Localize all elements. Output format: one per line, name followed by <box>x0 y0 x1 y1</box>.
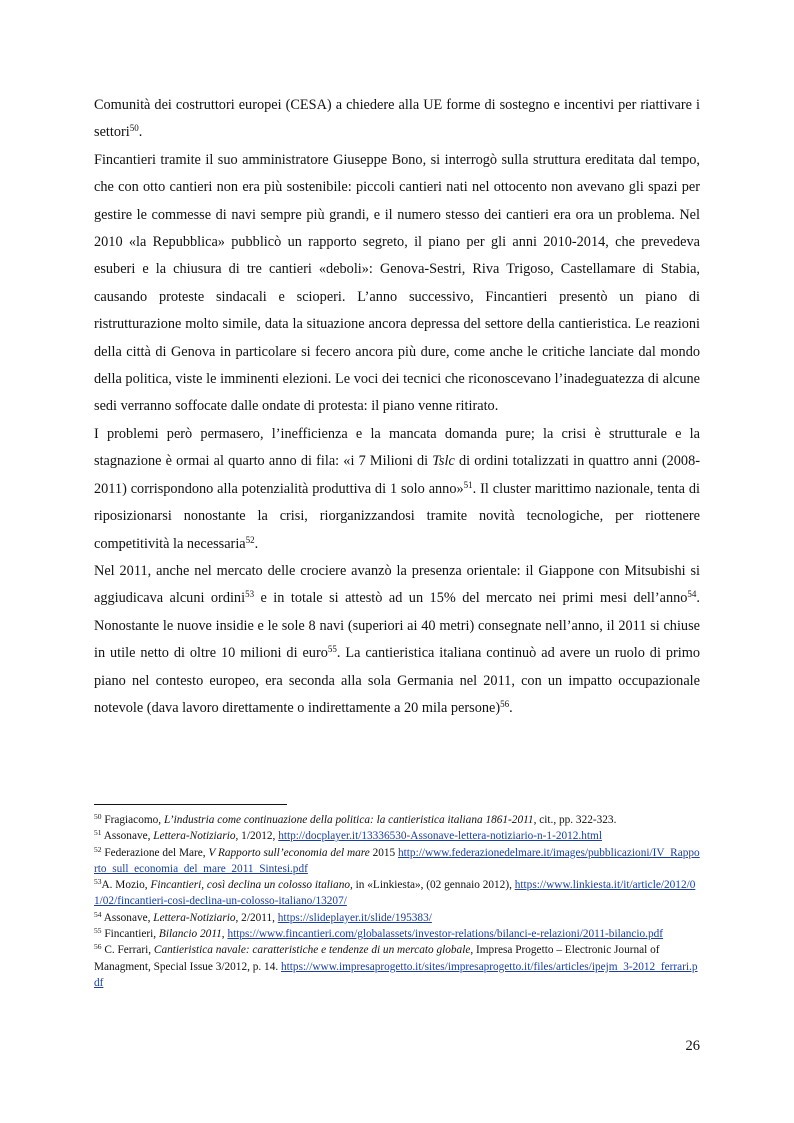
italic-text: Tslc <box>432 453 455 470</box>
footnote-marker: 52 <box>94 844 102 854</box>
text-run: . Nonostante le nuove insidie e le sole 8 navi (superiori ai 40 metri) consegnate nell’anno, il 2011 si chiuse in utile netto di oltre 10 milioni di euro <box>94 590 700 662</box>
text-run: Federazione del Mare, <box>101 846 209 859</box>
footnote <box>94 828 700 844</box>
footnote <box>94 877 700 910</box>
footnote <box>94 926 700 942</box>
italic-text: Fincantieri, così declina un colosso italiano, <box>150 879 353 892</box>
text-run: Fincantieri, <box>101 928 159 941</box>
footnote <box>94 910 700 926</box>
footnote-marker: 54 <box>687 589 697 600</box>
italic-text: Bilancio 2011 <box>158 928 222 941</box>
text-run: I problemi però permasero, l’inefficienza e la mancata domanda pure; la crisi è strutturale e la stagnazione è ormai al quarto anno di fila: «i 7 Milioni di <box>94 425 700 470</box>
reference-link[interactable]: https://www.impresaprogetto.it/sites/impresaprogetto.it/files/articles/ipejm_3-2012_ferrari.pdf <box>94 960 698 989</box>
text-run: . <box>138 124 143 141</box>
text-run: e in totale si attestò ad un 15% del mercato nei primi mesi dell’anno <box>254 590 688 607</box>
text-run: C. Ferrari, <box>101 944 154 957</box>
italic-text: L’industria come continuazione della politica: la cantieristica italiana 1861-2011 <box>163 814 534 826</box>
italic-text: Cantieristica navale: caratteristiche e tendenze di un mercato globale <box>153 944 471 957</box>
reference-link[interactable]: https://slideplayer.it/slide/195383/ <box>277 911 432 924</box>
text-run: Assonave, <box>101 911 154 924</box>
italic-text: Lettera-Notiziario <box>153 911 236 924</box>
reference-link[interactable]: https://www.fincantieri.com/globalassets/investor-relations/bilanci-e-relazioni/2011-bilancio.pdf <box>227 928 664 941</box>
text-run: , 1/2012, <box>235 830 279 843</box>
footnote-marker: 56 <box>94 942 102 952</box>
footnote-separator <box>94 804 287 805</box>
italic-text: Lettera-Notiziario <box>153 830 236 843</box>
text-run: , <box>221 928 228 941</box>
reference-link[interactable]: http://docplayer.it/13336530-Assonave-lettera-notiziario-n-1-2012.html <box>278 830 602 843</box>
footnote-marker: 50 <box>94 812 102 821</box>
text-run: Assonave, <box>101 830 154 843</box>
text-run: in «Linkiesta», (02 gennaio 2012), <box>352 879 515 892</box>
footnote <box>94 812 700 828</box>
text-run: Nel 2011, anche nel mercato delle crociere avanzò la presenza orientale: il Giappone con Mitsubishi si aggiudicava alcuni ordini <box>94 562 700 607</box>
text-run: . Il cluster marittimo nazionale, tenta di riposizionarsi nonostante la crisi, riorganizzandosi tramite novità tecnologiche, per riottenere competitività la necessaria <box>94 480 701 552</box>
footnote <box>94 845 700 878</box>
text-run: . La cantieristica italiana continuò ad avere un ruolo di primo piano nel contesto europeo, era seconda alla sola Germania nel 2011, con un impatto occupazionale notevole (dava lavoro direttamente o indirettamente a 20 mila persone) <box>94 645 700 716</box>
paragraph <box>94 147 700 421</box>
footnote-marker: 53 <box>245 589 255 600</box>
footnote-marker: 51 <box>463 479 473 490</box>
body-text <box>94 92 700 722</box>
text-run: , 2/2011, <box>235 911 278 924</box>
text-run: . <box>254 535 259 552</box>
text-run: di ordini totalizzati in quattro anni (2008-2011) corrispondono alla potenzialità produttiva di 1 solo anno» <box>94 453 700 497</box>
italic-text: V Rapporto sull’economia del mare <box>208 846 370 859</box>
paragraph <box>94 421 700 558</box>
paragraph <box>94 558 700 722</box>
reference-link[interactable]: https://www.linkiesta.it/it/article/2012/01/02/fincantieri-cosi-declina-un-colosso-italiano/13207/ <box>94 879 696 908</box>
footnote-marker: 53 <box>94 877 102 887</box>
footnote-marker: 54 <box>94 909 102 919</box>
text-run: , Impresa Progetto – Electronic Journal of Managment, Special Issue 3/2012, p. 14. <box>94 944 660 973</box>
text-run: Fragiacomo, <box>101 814 164 826</box>
footnote-marker: 50 <box>129 123 139 134</box>
reference-link[interactable]: http://www.federazionedelmare.it/images/pubblicazioni/IV_Rapporto_sull_economia_del_mare_2011_Sintesi.pdf <box>94 846 700 875</box>
paragraph <box>94 92 700 147</box>
page-number: 26 <box>685 1038 700 1054</box>
footnote-marker: 51 <box>94 828 102 838</box>
footnote-marker: 55 <box>327 644 337 655</box>
text-run: . <box>509 699 513 716</box>
text-run: A. Mozio, <box>101 879 151 892</box>
text-run: Fincantieri tramite il suo amministratore Giuseppe Bono, si interrogò sulla struttura ereditata dal tempo, che con otto cantieri non era più sostenibile: piccoli cantieri nati nel ottocento non avevano gli spazi per gestire le commesse di navi sempre più grandi, e il numero stesso dei cantieri era ora un problema. Nel 2010 «la Repubblica» pubblicò un rapporto segreto, il piano per gli anni 2010-2014, che prevedeva esuberi e la chiusura di tre cantieri «deboli»: Genova-Sestri, Riva Trigoso, Castellamare di Stabia, causando proteste sindacali e scioperi. L’anno successivo, Fincantieri presentò un piano di ristrutturazione molto simile, data la situazione ancora depressa del settore della cantieristica. Le reazioni della città di Genova in particolare si fecero ancora più dure, come anche le critiche lanciate dal mondo della politica, viste le imminenti elezioni. Le voci dei tecnici che riconoscevano l’inadeguatezza di alcune sedi verranno soffocate dalle ondate di protesta: il piano venne ritirato. <box>94 151 700 415</box>
text-run: Comunità dei costruttori europei (CESA) a chiedere alla UE forme di sostegno e incentivi per riattivare i settori <box>94 97 700 141</box>
footnotes-section <box>94 804 700 991</box>
text-run: , cit., pp. 322-323. <box>533 814 617 826</box>
footnote-marker: 55 <box>94 926 102 936</box>
footnote-marker: 52 <box>245 534 255 545</box>
footnote-marker: 56 <box>500 698 510 709</box>
text-run: 2015 <box>369 846 398 859</box>
footnote <box>94 942 700 991</box>
